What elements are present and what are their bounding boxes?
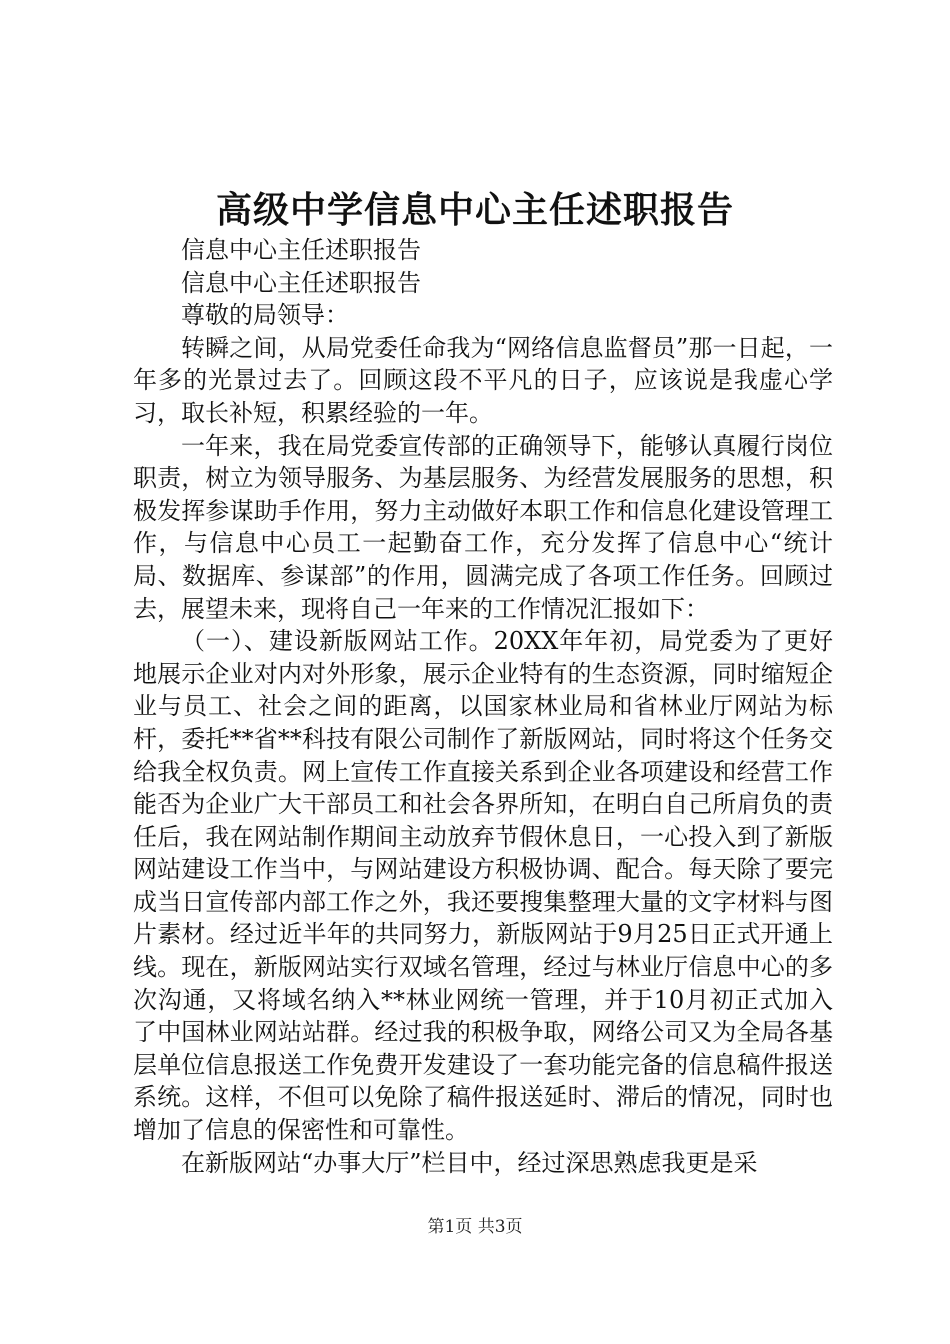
paragraph-intro: 转瞬之间，从局党委任命我为“网络信息监督员”那一日起，一年多的光景过去了。回顾这段不平凡的日子，应该说是我虚心学习，取长补短，积累经验的一年。 [133, 333, 833, 427]
paragraph-salutation: 尊敬的局领导： [181, 301, 349, 330]
document-title: 高级中学信息中心主任述职报告 [215, 189, 734, 231]
paragraph-overview: 一年来，我在局党委宣传部的正确领导下，能够认真履行岗位职责，树立为领导服务、为基层服务、为经营发展服务的思想，积极发挥参谋助手作用，努力主动做好本职工作和信息化建设管理工作，与信息中心员工一起勤奋工作，充分发挥了信息中心“统计局、数据库、参谋部”的作用，圆满完成了各项工作任务。回顾过去，展望未来，现将自己一年来的工作情况汇报如下： [133, 431, 833, 623]
paragraph-continued: 在新版网站“办事大厅”栏目中，经过深思熟虑我更是采 [181, 1148, 758, 1177]
page-footer: 第1页 共3页 [427, 1217, 523, 1237]
paragraph-subtitle-1: 信息中心主任述职报告 [181, 236, 421, 264]
paragraph-subtitle-2: 信息中心主任述职报告 [181, 268, 421, 297]
paragraph-website-work: （一）、建设新版网站工作。20XX年年初，局党委为了更好地展示企业对内对外形象，展示企业特有的生态资源，同时缩短企业与员工、社会之间的距离，以国家林业局和省林业厅网站为标杆，委托**省**科技有限公司制作了新版网站，同时将这个任务交给我全权负责。网上宣传工作直接关系到企业各项建设和经营工作能否为企业广大干部员工和社会各界所知，在明白自己所肩负的责任后，我在网站制作期间主动放弃节假休息日，一心投入到了新版网站建设工作当中，与网站建设方积极协调、配合。每天除了要完成当日宣传部内部工作之外，我还要搜集整理大量的文字材料与图片素材。经过近半年的共同努力，新版网站于9月25日正式开通上线。现在，新版网站实行双域名管理，经过与林业厅信息中心的多次沟通，又将域名纳入**林业网统一管理，并于10月初正式加入了中国林业网站站群。经过我的积极争取，网络公司又为全局各基层单位信息报送工作免费开发建设了一套功能完备的信息稿件报送系统。这样，不但可以免除了稿件报送延时、滞后的情况，同时也增加了信息的保密性和可靠性。 [133, 627, 833, 1145]
document-body [133, 234, 833, 1179]
